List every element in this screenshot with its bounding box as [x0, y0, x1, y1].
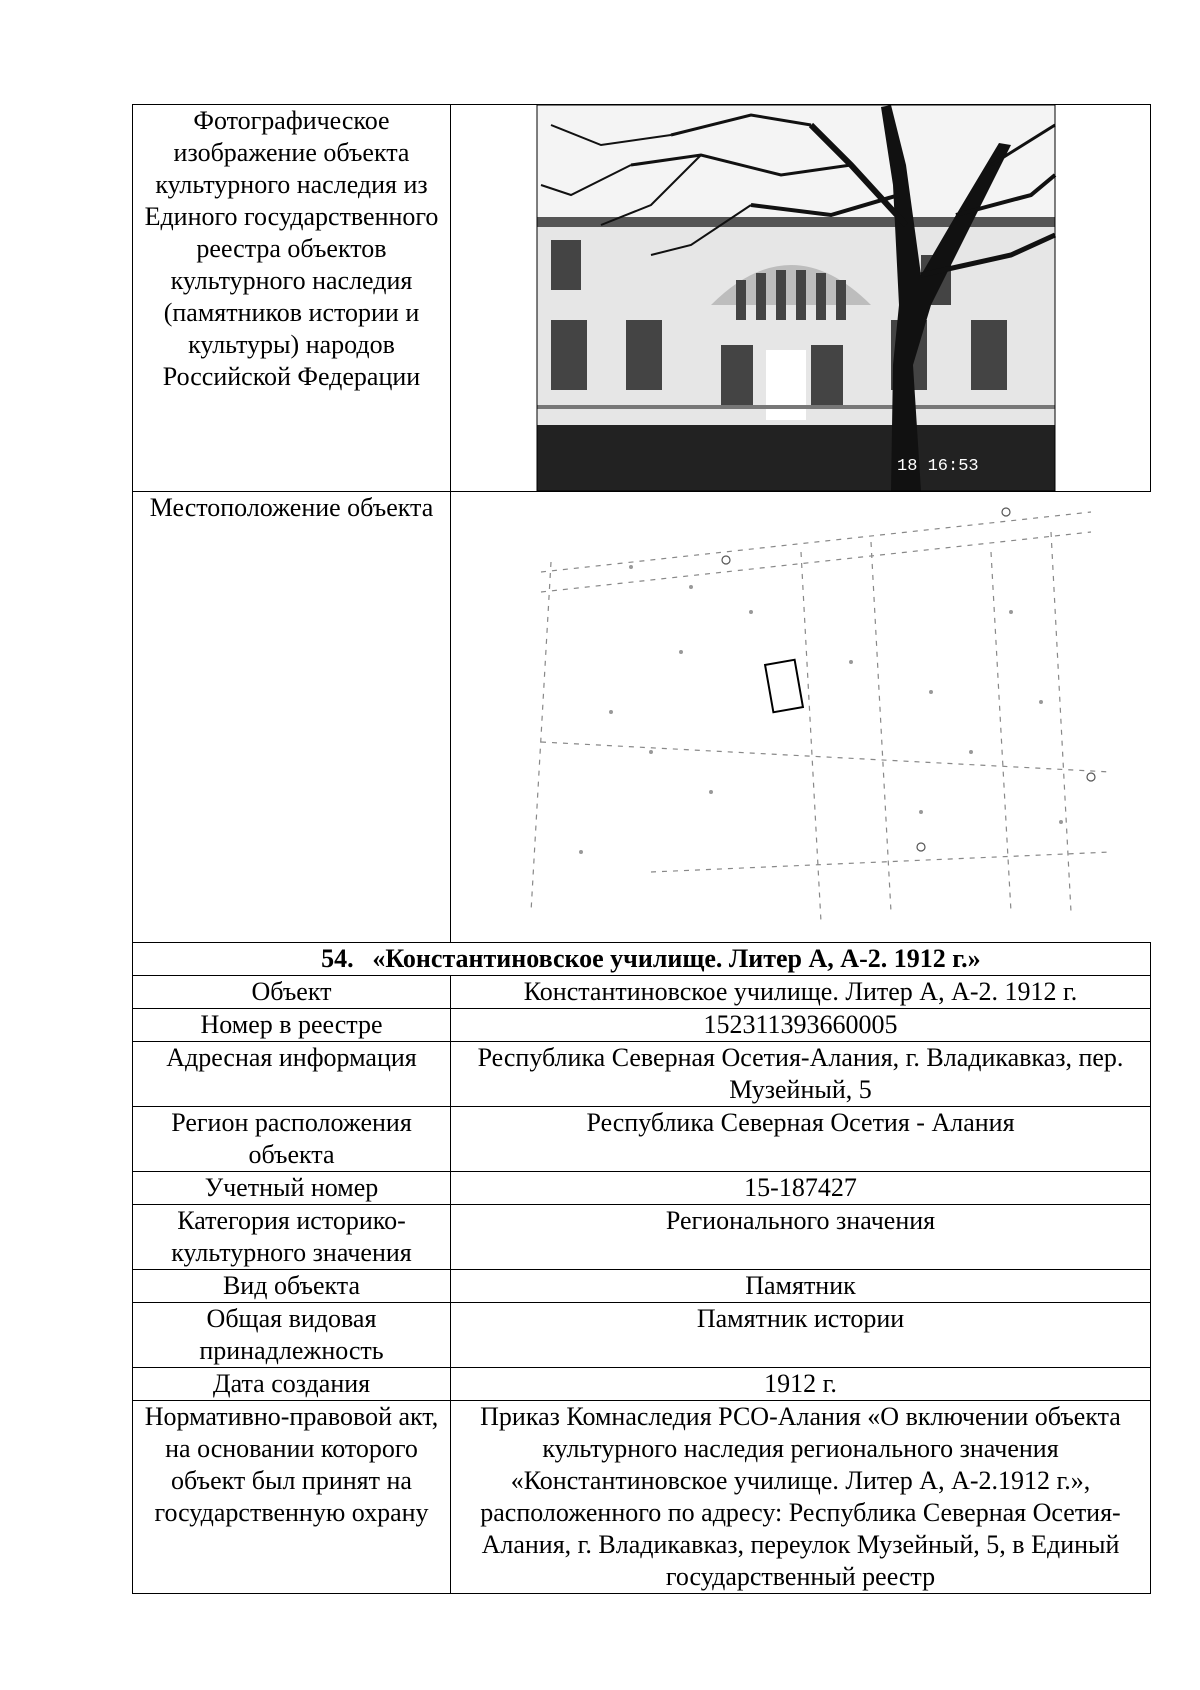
table-row	[133, 1172, 1151, 1205]
row-value: Республика Северная Осетия - Алания	[451, 1107, 1151, 1172]
map-cell	[451, 492, 1151, 943]
map-row	[133, 492, 1151, 943]
row-label: Регион расположения объекта	[133, 1107, 451, 1172]
section-number: 54.	[321, 944, 354, 973]
table-row	[133, 1270, 1151, 1303]
table-row	[133, 1401, 1151, 1594]
row-value: Приказ Комнаследия РСО-Алания «О включении объекта культурного наследия регионального значения «Константиновское училище. Литер А, А-2.1912 г.», расположенного по адресу: Республика Северная Осетия-Алания, г. Владикавказ, переулок Музейный, 5, в Единый государственный реестр	[451, 1401, 1151, 1594]
table-row	[133, 1009, 1151, 1042]
section-name: «Константиновское училище. Литер А, А-2. 1912 г.»	[372, 944, 981, 973]
photo-timestamp: 18 16:53	[897, 457, 979, 476]
table-row	[133, 1368, 1151, 1401]
table-row	[133, 1042, 1151, 1107]
table-row	[133, 1205, 1151, 1270]
row-value: 15-187427	[451, 1172, 1151, 1205]
table-row	[133, 1303, 1151, 1368]
row-label: Объект	[133, 976, 451, 1009]
location-map	[451, 492, 1151, 942]
table-row	[133, 976, 1151, 1009]
section-title-row	[133, 943, 1151, 976]
row-label: Номер в реестре	[133, 1009, 451, 1042]
photo-cell	[451, 105, 1151, 492]
row-value: Константиновское училище. Литер А, А-2. 1912 г.	[451, 976, 1151, 1009]
row-value: Памятник	[451, 1270, 1151, 1303]
row-label: Общая видовая принадлежность	[133, 1303, 451, 1368]
section-title	[133, 943, 1151, 976]
table-row	[133, 1107, 1151, 1172]
row-value: Регионального значения	[451, 1205, 1151, 1270]
row-value: Памятник истории	[451, 1303, 1151, 1368]
row-value: Республика Северная Осетия-Алания, г. Владикавказ, пер. Музейный, 5	[451, 1042, 1151, 1107]
photo-label: Фотографическое изображение объекта культурного наследия из Единого государственного реестра объектов культурного наследия (памятников истории и культуры) народов Российской Федерации	[133, 105, 451, 492]
building-photo	[451, 105, 1151, 491]
row-label: Категория историко-культурного значения	[133, 1205, 451, 1270]
row-label: Нормативно-правовой акт, на основании которого объект был принят на государственную охрану	[133, 1401, 451, 1594]
photo-row	[133, 105, 1151, 492]
row-value: 1912 г.	[451, 1368, 1151, 1401]
location-label: Местоположение объекта	[133, 492, 451, 943]
row-value: 152311393660005	[451, 1009, 1151, 1042]
row-label: Вид объекта	[133, 1270, 451, 1303]
row-label: Адресная информация	[133, 1042, 451, 1107]
heritage-register-table	[132, 104, 1151, 1594]
row-label: Учетный номер	[133, 1172, 451, 1205]
row-label: Дата создания	[133, 1368, 451, 1401]
